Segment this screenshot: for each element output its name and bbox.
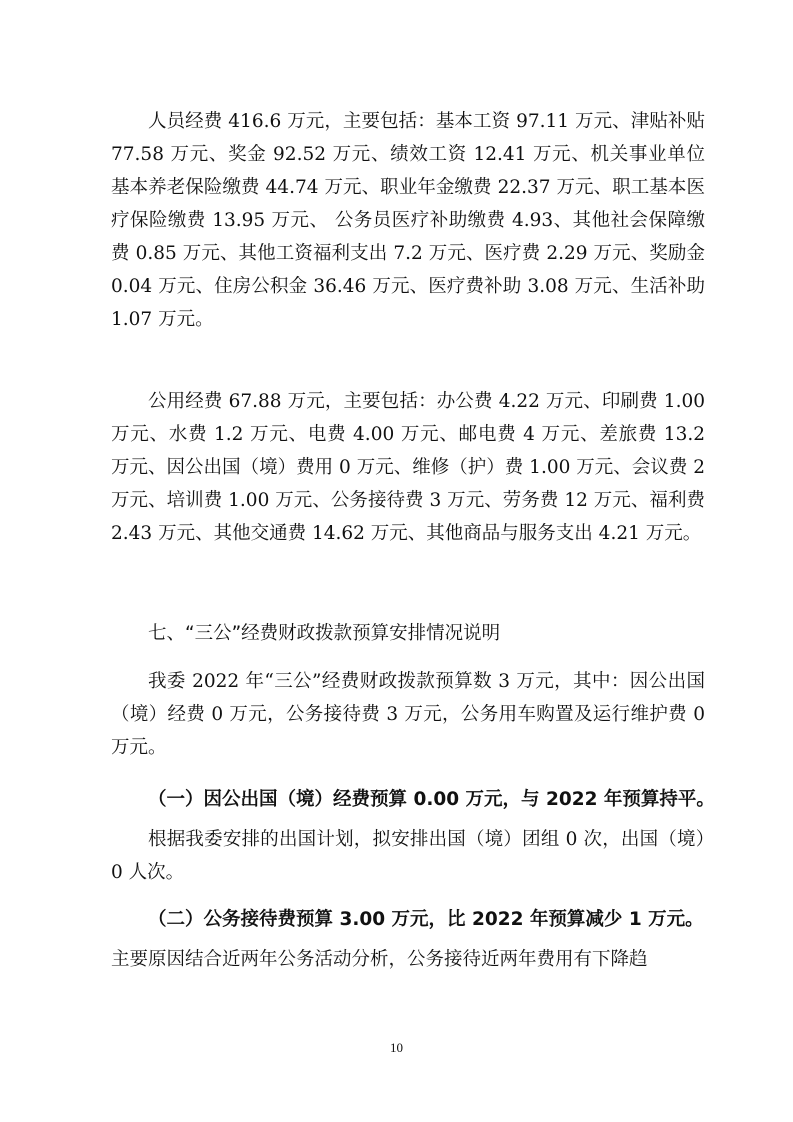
public-expenses-paragraph: 公用经费 67.88 万元，主要包括：办公费 4.22 万元、印刷费 1.00 万元、水费 1.2 万元、电费 4.00 万元、邮电费 4 万元、差旅费 13.2 万元、因公出国（境）费用 0 万元、维修（护）费 1.00 万元、会议费 2 万元、培训费 1.00 万元、公务接待费 3 万元、劳务费 12 万元、福利费 2.43 万元、其他交通费 14.62 万元、其他商品与服务支出 4.21 万元。: [111, 391, 705, 544]
section-seven-heading: 七、“三公”经费财政拨款预算安排情况说明: [148, 623, 501, 644]
subsection-one-heading: （一）因公出国（境）经费预算 0.00 万元，与 2022 年预算持平。: [148, 789, 715, 810]
subsection-one-body: 根据我委安排的出国计划，拟安排出国（境）团组 0 次，出国（境）0 人次。: [111, 829, 705, 883]
page-number: 10: [390, 1040, 403, 1055]
personnel-expenses-paragraph: 人员经费 416.6 万元，主要包括：基本工资 97.11 万元、津贴补贴 77.58 万元、奖金 92.52 万元、绩效工资 12.41 万元、机关事业单位基本养老保险缴费 44.74 万元、职业年金缴费 22.37 万元、职工基本医疗保险缴费 13.95 万元、 公务员医疗补助缴费 4.93、其他社会保障缴费 0.85 万元、其他工资福利支出 7.2 万元、医疗费 2.29 万元、奖励金 0.04 万元、住房公积金 36.46 万元、医疗费补助 3.08 万元、生活补助 1.07 万元。: [111, 111, 705, 330]
subsection-two-body: 主要原因结合近两年公务活动分析，公务接待近两年费用有下降趋: [111, 949, 648, 970]
section-seven-body: 我委 2022 年“三公”经费财政拨款预算数 3 万元，其中：因公出国（境）经费 0 万元，公务接待费 3 万元，公务用车购置及运行维护费 0 万元。: [111, 671, 705, 758]
subsection-two-heading: （二）公务接待费预算 3.00 万元，比 2022 年预算减少 1 万元。: [148, 909, 704, 930]
